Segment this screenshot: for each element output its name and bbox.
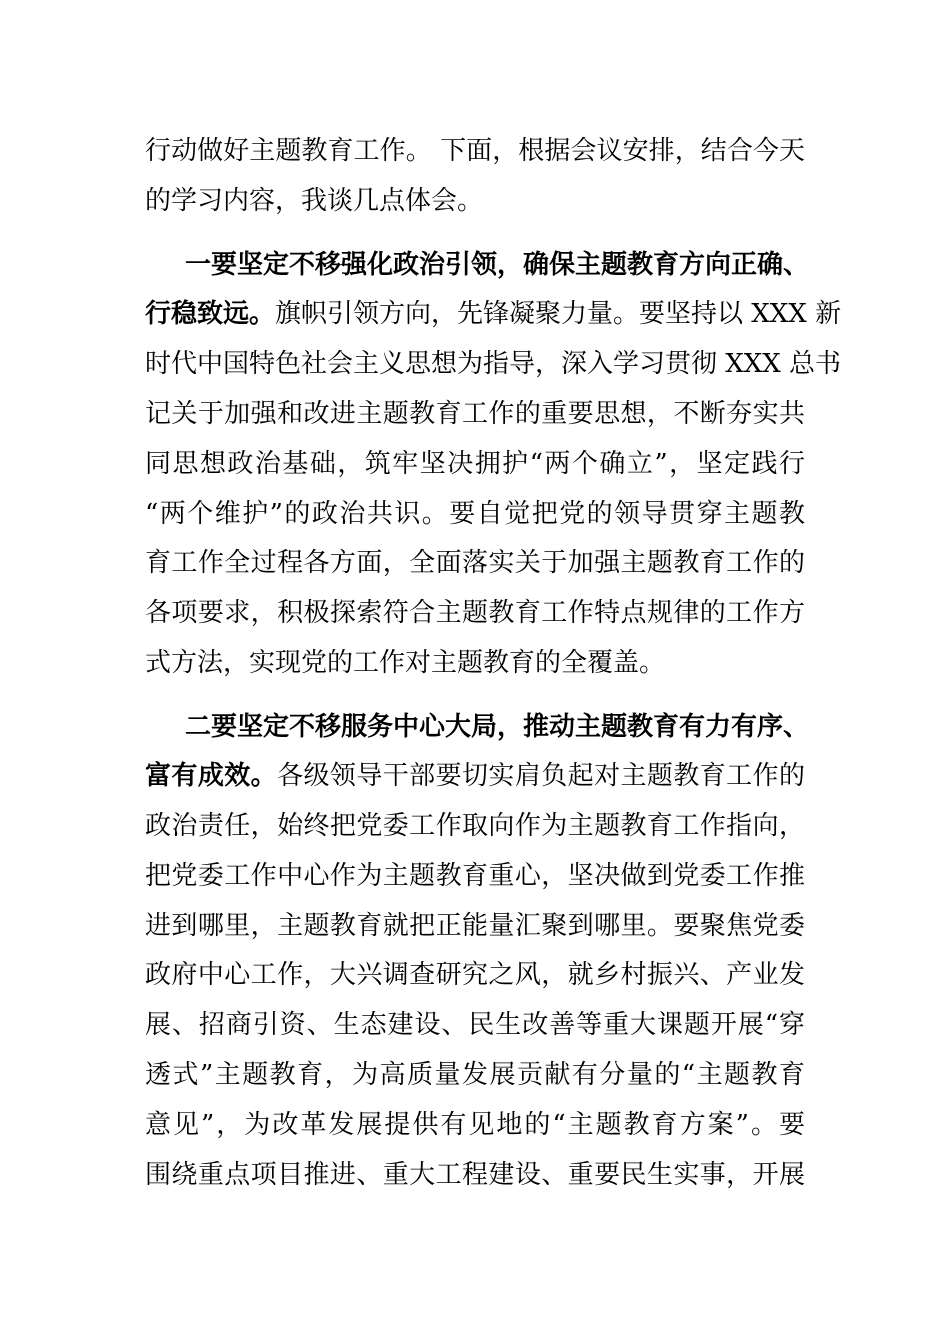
- text-line: 时代中国特色社会主义思想为指导，深入学习贯彻 XXX 总书: [145, 349, 842, 379]
- text-line: 政治责任，始终把党委工作取向作为主题教育工作指向，: [145, 811, 805, 841]
- section-heading: 二要坚定不移服务中心大局，推动主题教育有力有序、: [185, 712, 810, 742]
- text-line: [145, 756, 805, 796]
- text-line: 展、招商引资、生态建设、民生改善等重大课题开展“穿: [145, 1010, 805, 1040]
- text-line: 围绕重点项目推进、重大工程建设、重要民生实事，开展: [145, 1160, 805, 1190]
- text-line: 记关于加强和改进主题教育工作的重要思想，不断夯实共: [145, 399, 805, 429]
- text-line: 行动做好主题教育工作。 下面，根据会议安排，结合今天: [145, 136, 805, 166]
- text-segment: 旗帜引领方向，先锋凝聚力量。要坚持以 XXX 新: [275, 299, 842, 329]
- text-line: 政府中心工作，大兴调查研究之风，就乡村振兴、产业发: [145, 960, 805, 990]
- text-line: 各项要求，积极探索符合主题教育工作特点规律的工作方: [145, 598, 805, 628]
- section-heading: 一要坚定不移强化政治引领，确保主题教育方向正确、: [185, 250, 810, 280]
- section-heading-end: 富有成效。: [145, 761, 278, 791]
- text-line: 进到哪里，主题教育就把正能量汇聚到哪里。要聚焦党委: [145, 911, 805, 941]
- section-heading-end: 行稳致远。: [145, 299, 276, 329]
- text-line: [145, 294, 842, 334]
- text-line: 式方法，实现党的工作对主题教育的全覆盖。: [145, 648, 666, 678]
- text-line: 意见”，为改革发展提供有见地的“主题教育方案”。要: [145, 1110, 805, 1140]
- text-segment: 各级领导干部要切实肩负起对主题教育工作的: [277, 761, 805, 791]
- text-line: 的学习内容，我谈几点体会。: [145, 186, 484, 216]
- text-line: 同思想政治基础，筑牢坚决拥护“两个确立”，坚定践行: [145, 449, 805, 479]
- text-line: 透式”主题教育，为高质量发展贡献有分量的“主题教育: [145, 1060, 805, 1090]
- text-line: 把党委工作中心作为主题教育重心，坚决做到党委工作推: [145, 861, 805, 891]
- text-line: “两个维护”的政治共识。要自觉把党的领导贯穿主题教: [145, 499, 805, 529]
- text-line: 育工作全过程各方面，全面落实关于加强主题教育工作的: [145, 548, 805, 578]
